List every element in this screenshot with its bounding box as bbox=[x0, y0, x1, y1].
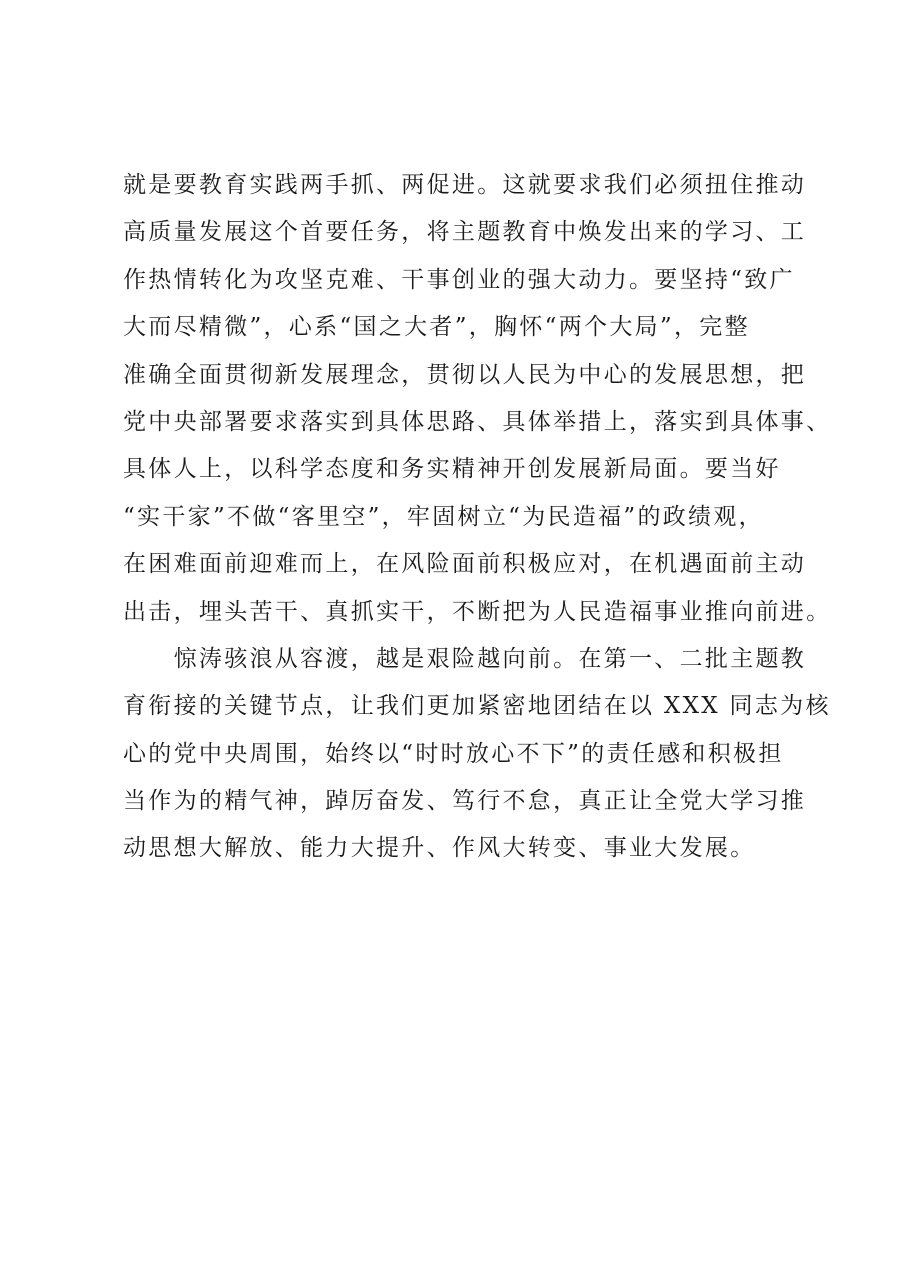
text-line: 准确全面贯彻新发展理念，贯彻以人民为中心的发展思想，把 bbox=[123, 361, 807, 388]
text-line: 惊涛骇浪从容渡，越是艰险越向前。在第一、二批主题教 bbox=[123, 645, 807, 672]
body-text bbox=[123, 162, 832, 873]
text-line: 高质量发展这个首要任务，将主题教育中焕发出来的学习、工 bbox=[123, 219, 807, 246]
text-line: 具体人上，以科学态度和务实精神开创发展新局面。要当好 bbox=[123, 456, 781, 483]
text-line: 心的党中央周围，始终以“时时放心不下”的责任感和积极担 bbox=[123, 740, 784, 767]
text-line: 党中央部署要求落实到具体思路、具体举措上，落实到具体事、 bbox=[123, 408, 832, 435]
text-line: “实干家”不做“客里空”，牢固树立“为民造福”的政绩观， bbox=[123, 503, 764, 530]
text-line: 动思想大解放、能力大提升、作风大转变、事业大发展。 bbox=[123, 835, 756, 862]
text-line: 大而尽精微”，心系“国之大者”，胸怀“两个大局”，完整 bbox=[123, 314, 750, 341]
text-line: 当作为的精气神，踔厉奋发、笃行不怠，真正让全党大学习推 bbox=[123, 788, 807, 815]
text-line: 作热情转化为攻坚克难、干事创业的强大动力。要坚持“致广 bbox=[123, 266, 795, 293]
text-line: 出击，埋头苦干、真抓实干，不断把为人民造福事业推向前进。 bbox=[123, 598, 832, 625]
text-line: 育衔接的关键节点，让我们更加紧密地团结在以 XXX 同志为核 bbox=[123, 693, 831, 720]
text-line: 就是要教育实践两手抓、两促进。这就要求我们必须扭住推动 bbox=[123, 172, 807, 198]
text-line: 在困难面前迎难而上，在风险面前积极应对，在机遇面前主动 bbox=[123, 551, 807, 578]
